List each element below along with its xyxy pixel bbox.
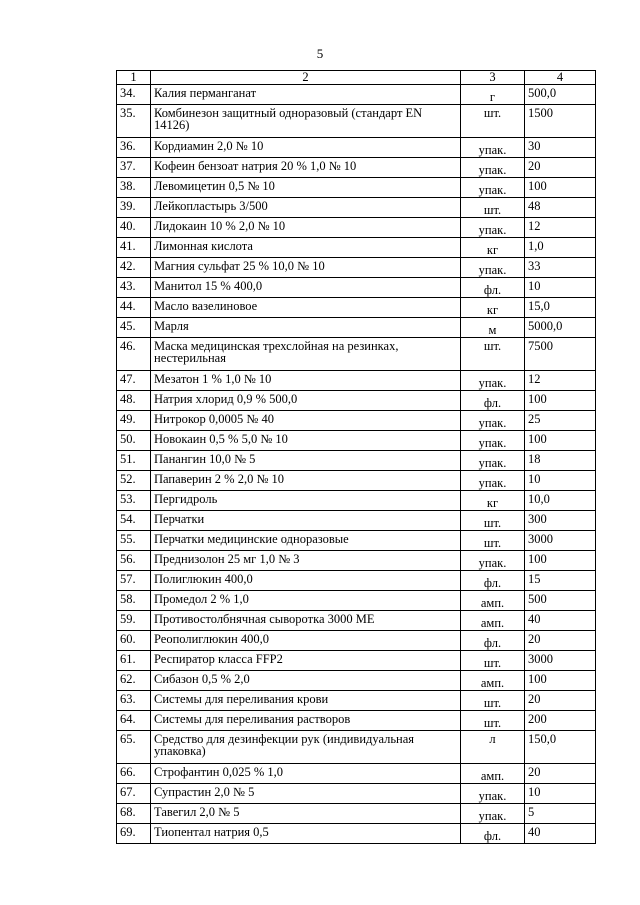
item-quantity: 300 (525, 511, 596, 531)
item-unit: кг (461, 238, 525, 258)
item-unit: л (461, 731, 525, 764)
item-quantity: 20 (525, 158, 596, 178)
item-name: Сибазон 0,5 % 2,0 (151, 671, 461, 691)
item-name: Калия перманганат (151, 85, 461, 105)
item-name: Промедол 2 % 1,0 (151, 591, 461, 611)
table-row (117, 591, 596, 611)
item-quantity: 15,0 (525, 298, 596, 318)
table-row (117, 631, 596, 651)
item-unit: шт. (461, 105, 525, 138)
table-row (117, 431, 596, 451)
item-unit: упак. (461, 804, 525, 824)
table-row (117, 85, 596, 105)
item-name: Кофеин бензоат натрия 20 % 1,0 № 10 (151, 158, 461, 178)
table-row (117, 764, 596, 784)
table-row (117, 198, 596, 218)
row-number: 69. (117, 824, 151, 844)
item-unit: кг (461, 298, 525, 318)
row-number: 45. (117, 318, 151, 338)
item-quantity: 7500 (525, 338, 596, 371)
item-name: Респиратор класса FFP2 (151, 651, 461, 671)
item-unit: шт. (461, 511, 525, 531)
item-name: Марля (151, 318, 461, 338)
item-quantity: 20 (525, 764, 596, 784)
item-quantity: 10,0 (525, 491, 596, 511)
row-number: 37. (117, 158, 151, 178)
row-number: 49. (117, 411, 151, 431)
item-unit: амп. (461, 671, 525, 691)
table-row (117, 298, 596, 318)
table-row (117, 318, 596, 338)
item-name: Левомицетин 0,5 № 10 (151, 178, 461, 198)
row-number: 47. (117, 371, 151, 391)
item-name: Новокаин 0,5 % 5,0 № 10 (151, 431, 461, 451)
row-number: 55. (117, 531, 151, 551)
item-unit: упак. (461, 371, 525, 391)
item-name: Реополиглюкин 400,0 (151, 631, 461, 651)
item-unit: шт. (461, 198, 525, 218)
row-number: 46. (117, 338, 151, 371)
row-number: 42. (117, 258, 151, 278)
item-unit: амп. (461, 611, 525, 631)
item-name: Полиглюкин 400,0 (151, 571, 461, 591)
item-quantity: 33 (525, 258, 596, 278)
item-quantity: 10 (525, 278, 596, 298)
table-row (117, 338, 596, 371)
item-quantity: 100 (525, 671, 596, 691)
item-name: Манитол 15 % 400,0 (151, 278, 461, 298)
item-name: Папаверин 2 % 2,0 № 10 (151, 471, 461, 491)
table-row (117, 671, 596, 691)
item-quantity: 10 (525, 471, 596, 491)
item-quantity: 500 (525, 591, 596, 611)
item-quantity: 3000 (525, 531, 596, 551)
item-unit: шт. (461, 338, 525, 371)
row-number: 66. (117, 764, 151, 784)
item-name: Преднизолон 25 мг 1,0 № 3 (151, 551, 461, 571)
row-number: 59. (117, 611, 151, 631)
row-number: 68. (117, 804, 151, 824)
table-row (117, 491, 596, 511)
item-quantity: 40 (525, 824, 596, 844)
item-unit: шт. (461, 651, 525, 671)
table-row (117, 824, 596, 844)
row-number: 67. (117, 784, 151, 804)
table-row (117, 391, 596, 411)
item-quantity: 12 (525, 218, 596, 238)
item-name: Маска медицинская трехслойная на резинках, нестерильная (151, 338, 461, 371)
table-row (117, 371, 596, 391)
table-row (117, 105, 596, 138)
table-row (117, 571, 596, 591)
table-row (117, 451, 596, 471)
item-unit: упак. (461, 258, 525, 278)
item-name: Пергидроль (151, 491, 461, 511)
header-col-4: 4 (525, 71, 596, 85)
header-col-1: 1 (117, 71, 151, 85)
item-unit: м (461, 318, 525, 338)
item-unit: упак. (461, 411, 525, 431)
item-unit: упак. (461, 784, 525, 804)
table-row (117, 278, 596, 298)
table-row (117, 471, 596, 491)
row-number: 56. (117, 551, 151, 571)
item-quantity: 100 (525, 178, 596, 198)
table-row (117, 511, 596, 531)
item-name: Нитрокор 0,0005 № 40 (151, 411, 461, 431)
item-name: Перчатки медицинские одноразовые (151, 531, 461, 551)
row-number: 44. (117, 298, 151, 318)
item-unit: упак. (461, 431, 525, 451)
item-name: Противостолбнячная сыворотка 3000 МЕ (151, 611, 461, 631)
row-number: 41. (117, 238, 151, 258)
item-unit: шт. (461, 531, 525, 551)
row-number: 51. (117, 451, 151, 471)
item-unit: амп. (461, 591, 525, 611)
row-number: 53. (117, 491, 151, 511)
table-row (117, 691, 596, 711)
item-unit: шт. (461, 691, 525, 711)
item-quantity: 200 (525, 711, 596, 731)
table-row (117, 411, 596, 431)
item-unit: амп. (461, 764, 525, 784)
item-unit: упак. (461, 551, 525, 571)
header-col-2: 2 (151, 71, 461, 85)
item-name: Панангин 10,0 № 5 (151, 451, 461, 471)
item-unit: упак. (461, 218, 525, 238)
item-quantity: 12 (525, 371, 596, 391)
item-unit: фл. (461, 631, 525, 651)
item-unit: упак. (461, 178, 525, 198)
table-row (117, 611, 596, 631)
item-name: Системы для переливания крови (151, 691, 461, 711)
item-name: Натрия хлорид 0,9 % 500,0 (151, 391, 461, 411)
table-row (117, 238, 596, 258)
row-number: 58. (117, 591, 151, 611)
page-number: 5 (316, 46, 324, 61)
item-name: Масло вазелиновое (151, 298, 461, 318)
item-unit: кг (461, 491, 525, 511)
row-number: 60. (117, 631, 151, 651)
table-row (117, 218, 596, 238)
item-quantity: 100 (525, 431, 596, 451)
item-name: Перчатки (151, 511, 461, 531)
item-unit: фл. (461, 278, 525, 298)
item-quantity: 3000 (525, 651, 596, 671)
item-quantity: 15 (525, 571, 596, 591)
item-quantity: 100 (525, 551, 596, 571)
row-number: 36. (117, 138, 151, 158)
table-row (117, 178, 596, 198)
header-col-3: 3 (461, 71, 525, 85)
table-header-row (117, 71, 596, 85)
row-number: 35. (117, 105, 151, 138)
row-number: 63. (117, 691, 151, 711)
table-row (117, 531, 596, 551)
row-number: 38. (117, 178, 151, 198)
item-quantity: 25 (525, 411, 596, 431)
row-number: 50. (117, 431, 151, 451)
item-quantity: 150,0 (525, 731, 596, 764)
item-quantity: 10 (525, 784, 596, 804)
item-quantity: 1500 (525, 105, 596, 138)
item-quantity: 18 (525, 451, 596, 471)
item-quantity: 100 (525, 391, 596, 411)
item-name: Строфантин 0,025 % 1,0 (151, 764, 461, 784)
table-row (117, 258, 596, 278)
item-name: Лидокаин 10 % 2,0 № 10 (151, 218, 461, 238)
item-quantity: 20 (525, 631, 596, 651)
item-unit: шт. (461, 711, 525, 731)
table-row (117, 158, 596, 178)
row-number: 40. (117, 218, 151, 238)
item-name: Кордиамин 2,0 № 10 (151, 138, 461, 158)
supply-table (116, 70, 596, 844)
item-unit: упак. (461, 451, 525, 471)
item-name: Мезатон 1 % 1,0 № 10 (151, 371, 461, 391)
item-name: Системы для переливания растворов (151, 711, 461, 731)
item-unit: фл. (461, 571, 525, 591)
table-row (117, 731, 596, 764)
table-row (117, 651, 596, 671)
item-unit: упак. (461, 471, 525, 491)
item-quantity: 40 (525, 611, 596, 631)
item-name: Супрастин 2,0 № 5 (151, 784, 461, 804)
item-quantity: 30 (525, 138, 596, 158)
item-name: Средство для дезинфекции рук (индивидуальная упаковка) (151, 731, 461, 764)
row-number: 61. (117, 651, 151, 671)
row-number: 39. (117, 198, 151, 218)
item-name: Тавегил 2,0 № 5 (151, 804, 461, 824)
item-unit: фл. (461, 824, 525, 844)
item-unit: г (461, 85, 525, 105)
item-name: Лимонная кислота (151, 238, 461, 258)
row-number: 65. (117, 731, 151, 764)
item-quantity: 48 (525, 198, 596, 218)
item-unit: упак. (461, 138, 525, 158)
item-name: Лейкопластырь 3/500 (151, 198, 461, 218)
item-quantity: 20 (525, 691, 596, 711)
row-number: 64. (117, 711, 151, 731)
item-unit: фл. (461, 391, 525, 411)
table-row (117, 138, 596, 158)
table-row (117, 784, 596, 804)
row-number: 48. (117, 391, 151, 411)
item-name: Магния сульфат 25 % 10,0 № 10 (151, 258, 461, 278)
item-quantity: 1,0 (525, 238, 596, 258)
item-quantity: 500,0 (525, 85, 596, 105)
table-row (117, 711, 596, 731)
row-number: 43. (117, 278, 151, 298)
row-number: 52. (117, 471, 151, 491)
row-number: 62. (117, 671, 151, 691)
item-quantity: 5000,0 (525, 318, 596, 338)
row-number: 57. (117, 571, 151, 591)
row-number: 54. (117, 511, 151, 531)
row-number: 34. (117, 85, 151, 105)
table-row (117, 804, 596, 824)
item-name: Комбинезон защитный одноразовый (стандарт EN 14126) (151, 105, 461, 138)
item-unit: упак. (461, 158, 525, 178)
item-name: Тиопентал натрия 0,5 (151, 824, 461, 844)
table-row (117, 551, 596, 571)
item-quantity: 5 (525, 804, 596, 824)
